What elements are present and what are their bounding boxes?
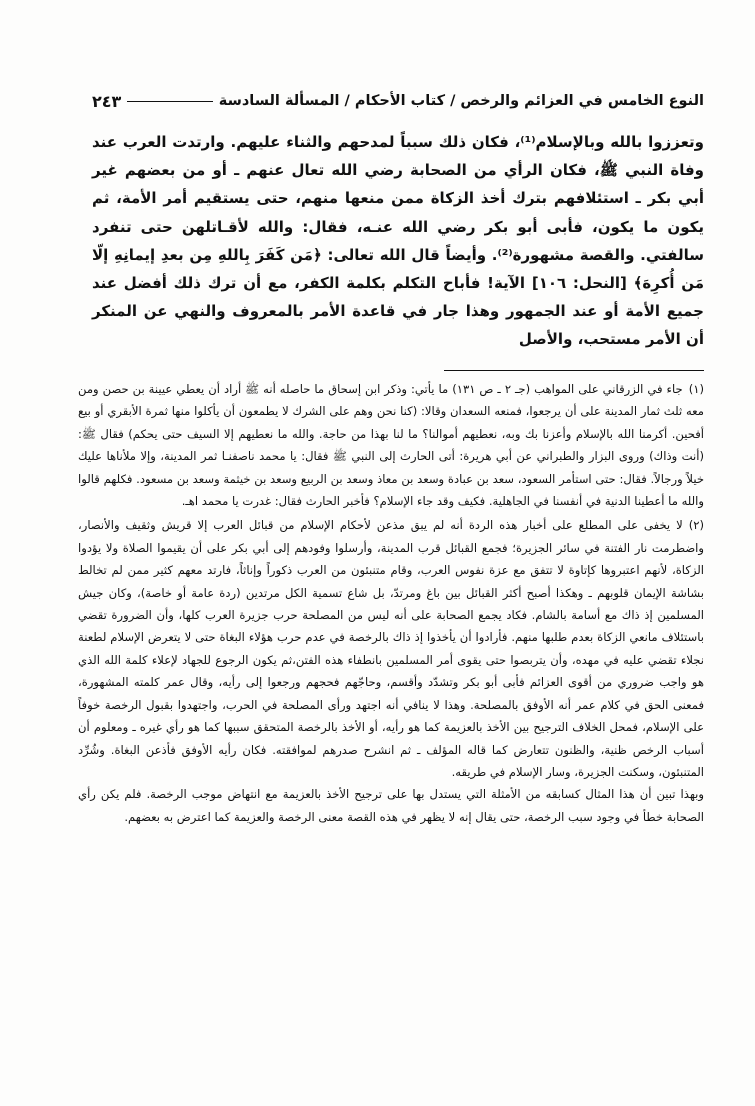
main-text (92, 128, 704, 354)
footnote-text: جاء في الزرقاني على المواهب (جـ ٢ ـ ص ١٣١) ما يأتي: وذكر ابن إسحاق ما حاصله أنه ﷺ أراد أن يعطي عيينة بن حصن ومن معه ثلث ثمار المدينة على أن يرجعوا، فمنعه السعدان وقالا: (كنا نحن وهم على الشرك لا يطمعون أن يأكلوا منها ثمرة الأبقري أو بيع أفحين. أكرمنا الله بالإسلام وأعزنا بك وبه، نعطيهم أموالنا؟ ما لنا بهذا من حاجة. والله ما نعطيهم إلا السيف حتى يحكم) فقال ﷺ: (أنت وذاك) وروى البزار والطبراني عن أبي هريرة: أتى الحارث إلى النبي ﷺ فقال: يا محمد ناصفنـا ثمر المدينة، وإلا ملأناها عليك خيلاً ورجالاً. فقال: حتى استأمر السعود، سعد بن عبادة وسعد بن معاذ وسعد بن الربيع وسعد بن خيثمة وسعد بن مسعود. فكلهم قالوا والله ما أعطينا الدنية في أنفسنا في الجاهلية. فكيف وقد جاء الإسلام؟ فأخبر الحارث فقال: غدرت يا محمد اهـ. (78, 382, 704, 509)
footnote-paragraph: وبهذا تبين أن هذا المثال كسابقه من الأمثلة التي يستدل بها على ترجيح الأخذ بالعزيمة مع انتهاض موجب الرخصة. فلم يكن رأي الصحابة خطأ في وجود سبب الرخصة، حتى يقال إنه لا يظهر في هذه القصة معنى الرخصة والعزيمة كما اعترض به بعضهم. (78, 787, 704, 824)
footnote-text: لا يخفى على المطلع على أخبار هذه الردة أنه لم يبق مذعن لأحكام الإسلام من قبائل العرب إلا قريش وثقيف والأنصار، واضطرمت نار الفتنة في سائر الجزيرة؛ فجمع القبائل قرب المدينة، وأرسلوا وفودهم إلى أبي بكر على أن يقيموا الصلاة ولا يؤدوا الزكاة، لأنهم اعتبروها كإتاوة لا تتفق مع عزة نفوس العرب، وقام متنبئون من العرب ذكوراً وإناثاً، فارتد معهم كثير ممن لم تخالط بشاشة الإيمان قلوبهم ـ وهكذا أصبح أكثر القبائل بين باغ ومرتدّ، بل شاع تسمية الكل مرتدين (ردة عامة أو خاصة)، وكان جيش المسلمين إذ ذاك مع أسامة بالشام. فكاد يجمع الصحابة على أنه ليس من المصلحة حرب جزيرة العرب كلها، وأن الضرورة تقضي باستئلاف مانعي الزكاة بعدم طلبها منهم. فأرادوا أن يأخذوا إذ ذاك بالرخصة في عدم حرب هؤلاء البغاة حتى لا يتعرض الإسلام لطعنة نجلاء تقضي عليه في مهده، وأن يتربصوا حتى يقوى أمر المسلمين بانطفاء هذه الفتن،ثم يكون الرجوع للجهاد لإعلاء كلمة الله الذي هو واجب ضروري من أقوى العزائم فأبى أبو بكر وتشدّد وأقسم، وحاجّهم فحجهم ورجعوا إلى رأيه، وقال عمر كلمته المشهورة، فمعنى الحق في كلام عمر أنه الأوفق بالمصلحة. وهذا لا ينافي أنه اجتهد ورأى المصلحة في الحرب، واجتهدوا بقبول الرخصة خوفاً على الإسلام، فمحل الخلاف الترجيح بين الأخذ بالعزيمة كما هو رأيه، أو الأخذ بالرخصة المتحقق سببها كما هو رأي غيره ـ ومعلوم أن أسباب الرخص ظنية، والظنون تتعارض كما قاله المؤلف ـ ثم انشرح صدرهم لموافقته. فكان رأيه الأوفق فأذعن البغاة. وشُرِّد المتنبئون، وسكنت الجزيرة، وسار الإسلام في طريقه. (78, 518, 704, 779)
footnote-paragraph (78, 514, 704, 783)
footnote-separator (444, 370, 704, 371)
footnote-number: (١) (688, 382, 704, 396)
running-header (92, 88, 704, 114)
footnote-paragraph (78, 378, 704, 512)
footnote-number: (٢) (688, 518, 704, 533)
main-paragraph: وتعززوا بالله وبالإسلام⁽¹⁾، فكان ذلك سبباً لمدحهم والثناء عليهم. وارتدت العرب عند وفاة النبي ﷺ، فكان الرأي من الصحابة رضي الله تعال عنهم ـ أو من بعضهم غير أبي بكر ـ استئلافهم بترك أخذ الزكاة ممن منعها منهم، حتى يستقيم أمر الأمة، ثم يكون ما يكون، فأبى أبو بكر رضي الله عنـه، فقال: والله لأقـاتلهن حتى تنفرد سالفتي. والقصة مشهورة⁽²⁾. وأيضاً قال الله تعالى: ﴿مَن كَفَرَ بِاللهِ مِن بعدِ إيمانِهِ إلّا مَن أُكرِهَ﴾ [النحل: ١٠٦] الآية! فأباح التكلم بكلمة الكفر، مع أن ترك ذلك أفضل عند جميع الأمة أو عند الجمهور وهذا جار في قاعدة الأمر بالمعروف والنهي عن المنكر أن الأمر مستحب، والأصل (92, 133, 704, 349)
footnotes (78, 378, 704, 828)
header-title: النوع الخامس في العزائم والرخص / كتاب الأحكام / المسألة السادسة (218, 93, 704, 109)
header-rule (127, 101, 212, 102)
footnote-1 (78, 378, 704, 512)
page-number: ٢٤٣ (92, 91, 122, 111)
footnote-2 (78, 514, 704, 828)
